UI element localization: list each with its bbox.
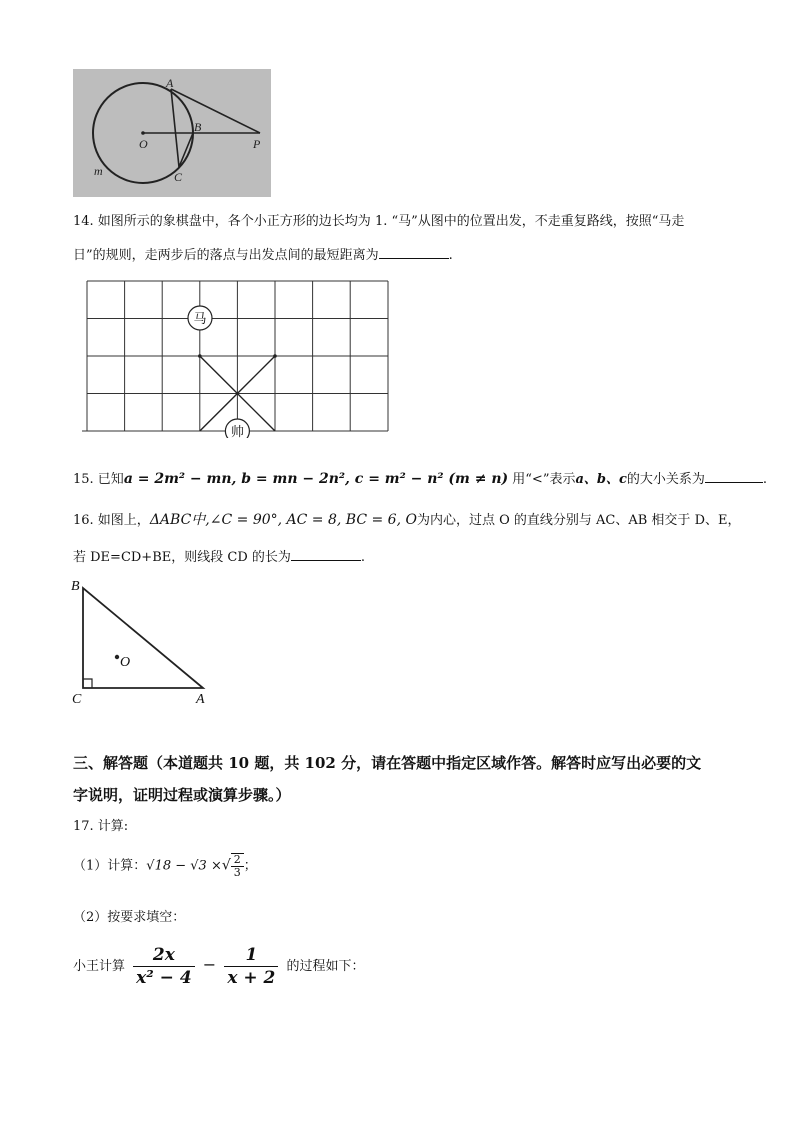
label-c: C	[174, 170, 183, 184]
label-p: P	[253, 137, 261, 151]
q17-part1-num: 2	[231, 854, 244, 867]
horse-label: 马	[193, 311, 207, 326]
section3-line2: 字说明，证明过程或演算步骤。）	[73, 786, 291, 804]
q17-title: 17. 计算:	[73, 819, 129, 834]
fraction-2	[224, 944, 278, 989]
q16-line2	[73, 547, 365, 567]
q14-end: .	[448, 248, 453, 263]
q15-formula: a = 2m² − mn, b = mn − 2n², c = m² − n² (m ≠ n)	[123, 471, 509, 487]
fraction-1-den: x² − 4	[136, 968, 192, 988]
q17-part1-expr: √18 − √3 ×	[146, 858, 222, 874]
q17-part3-suffix: 的过程如下：	[286, 959, 365, 974]
chessboard-figure	[82, 278, 392, 438]
minus-sign: −	[202, 955, 217, 974]
q17-part2: （2）按要求填空：	[73, 910, 186, 925]
q14-line1: 14. 如图所示的象棋盘中，各个小正方形的边长均为 1. “马”从图中的位置出发，不走重复路线，按照“马走	[73, 214, 685, 229]
palace-corner-right	[273, 354, 277, 358]
answer-blank-14[interactable]	[379, 245, 449, 259]
triangle-abc	[83, 588, 203, 688]
label-m: m	[94, 164, 103, 178]
q15-middle: 用“<”表示	[512, 472, 576, 487]
answer-blank-16[interactable]	[291, 547, 361, 561]
q15-line	[73, 469, 767, 489]
section3-line1: 三、解答题（本道题共 10 题，共 102 分，请在答题中指定区域作答。解答时应写出必要的文	[73, 754, 702, 772]
q16-line2-text: 若 DE=CD+BE，则线段 CD 的长为	[73, 550, 291, 565]
label-c: C	[72, 692, 82, 707]
marshal-label: 帅	[230, 424, 244, 438]
q17-part1-prefix: （1）计算：	[73, 858, 147, 874]
fraction-2-num: 1	[224, 944, 278, 967]
answer-blank-15[interactable]	[705, 469, 763, 483]
sqrt-sign: √	[221, 857, 231, 874]
q17-part1	[73, 853, 257, 879]
horse-piece	[188, 306, 212, 330]
q14-line2-text: 日”的规则，走两步后的落点与出发点间的最短距离为	[73, 248, 379, 263]
q16-line1	[73, 511, 740, 530]
fraction-1	[133, 944, 195, 989]
label-o: O	[139, 137, 148, 151]
q15-vars: a、b、c	[575, 472, 627, 487]
label-a: A	[196, 692, 205, 707]
board-grid	[82, 281, 388, 431]
q17-part1-den: 3	[233, 866, 241, 879]
right-angle-mark	[83, 679, 92, 688]
incenter-o	[115, 655, 119, 659]
q14-line2	[73, 245, 453, 265]
q16-line1-suffix: 为内心，过点 O 的直线分别与 AC、AB 相交于 D、E，	[416, 513, 741, 528]
fraction-2-den: x + 2	[227, 968, 276, 988]
q17-part1-end: ；	[243, 858, 257, 874]
palace-corner-left	[198, 354, 202, 358]
label-o: O	[120, 655, 131, 670]
q16-end: .	[360, 550, 366, 565]
q17-part3	[73, 944, 365, 989]
marshal-piece	[225, 419, 249, 438]
q15-prefix: 15. 已知	[73, 472, 124, 487]
point-o	[141, 131, 145, 135]
q16-prefix: 16. 如图上，	[73, 513, 150, 528]
label-b: B	[194, 120, 202, 134]
triangle-figure	[68, 574, 218, 708]
q17-part3-prefix: 小王计算	[73, 959, 126, 974]
q17-part1-fraction	[231, 853, 244, 879]
label-a: A	[166, 76, 174, 90]
fraction-1-num: 2x	[133, 944, 195, 967]
q15-end: .	[762, 472, 768, 487]
q16-formula: ΔABC中,∠C = 90°, AC = 8, BC = 6, O	[149, 512, 417, 528]
q15-suffix: 的大小关系为	[626, 472, 705, 487]
label-b: B	[71, 579, 80, 594]
circle-figure	[73, 69, 271, 197]
